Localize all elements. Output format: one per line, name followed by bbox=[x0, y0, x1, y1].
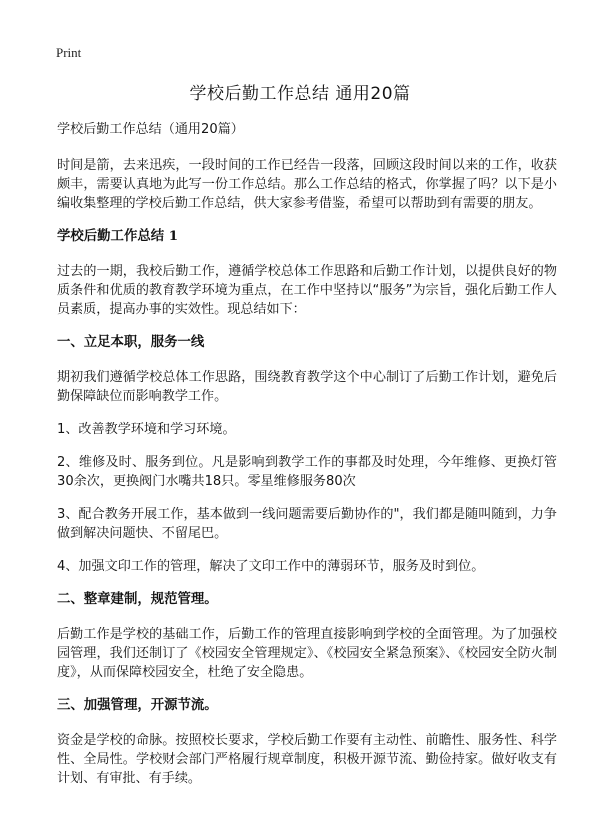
part-2-paragraph: 后勤工作是学校的基础工作，后勤工作的管理直接影响到学校的全面管理。为了加强校园管理，我们还制订了《校园安全管理规定》、《校园安全紧急预案》、《校园安全防火制度》，从而保障校园安全，杜绝了安全隐患。 bbox=[57, 627, 557, 680]
part-1-paragraph: 期初我们遵循学校总体工作思路，围绕教育教学这个中心制订了后勤工作计划，避免后勤保障缺位而影响教学工作。 bbox=[57, 370, 557, 404]
section-1-heading: 学校后勤工作总结 1 bbox=[57, 228, 179, 244]
list-item-1: 1、改善教学环境和学习环境。 bbox=[57, 422, 236, 437]
print-label: Print bbox=[56, 45, 82, 60]
list-item-3: 3、配合教务开展工作，基本做到一线问题需要后勤协作的"，我们都是随叫随到，力争做到解决问题快、不留尾巴。 bbox=[57, 507, 557, 541]
list-item-4: 4、加强文印工作的管理，解决了文印工作中的薄弱环节，服务及时到位。 bbox=[57, 559, 485, 574]
part-3-heading: 三、加强管理，开源节流。 bbox=[57, 697, 218, 713]
part-1-heading: 一、立足本职，服务一线 bbox=[57, 334, 205, 350]
intro-paragraph: 时间是箭，去来迅疾，一段时间的工作已经告一段落，回顾这段时间以来的工作，收获颇丰，需要认真地为此写一份工作总结。那么工作总结的格式，你掌握了吗？以下是小编收集整理的学校后勤工作总结，供大家参考借鉴，希望可以帮助到有需要的朋友。 bbox=[57, 158, 557, 211]
document-subtitle: 学校后勤工作总结（通用20篇） bbox=[57, 122, 244, 137]
document-body bbox=[57, 120, 557, 802]
document-title: 学校后勤工作总结 通用20篇 bbox=[189, 84, 411, 104]
part-3-paragraph: 资金是学校的命脉。按照校长要求，学校后勤工作要有主动性、前瞻性、服务性、科学性、全局性。学校财会部门严格履行规章制度，积极开源节流、勤俭持家。做好收支有计划、有审批、有手续。 bbox=[57, 733, 557, 786]
section-1-paragraph: 过去的一期，我校后勤工作，遵循学校总体工作思路和后勤工作计划，以提供良好的物质条件和优质的教育教学环境为重点，在工作中坚持以“服务”为宗旨，强化后勤工作人员素质，提高办事的实效性。现总结如下： bbox=[57, 264, 557, 317]
part-2-heading: 二、整章建制，规范管理。 bbox=[57, 591, 218, 607]
list-item-2: 2、维修及时、服务到位。凡是影响到教学工作的事都及时处理，今年维修、更换灯管30余次，更换阀门水嘴共18只。零星维修服务80次 bbox=[57, 455, 557, 489]
